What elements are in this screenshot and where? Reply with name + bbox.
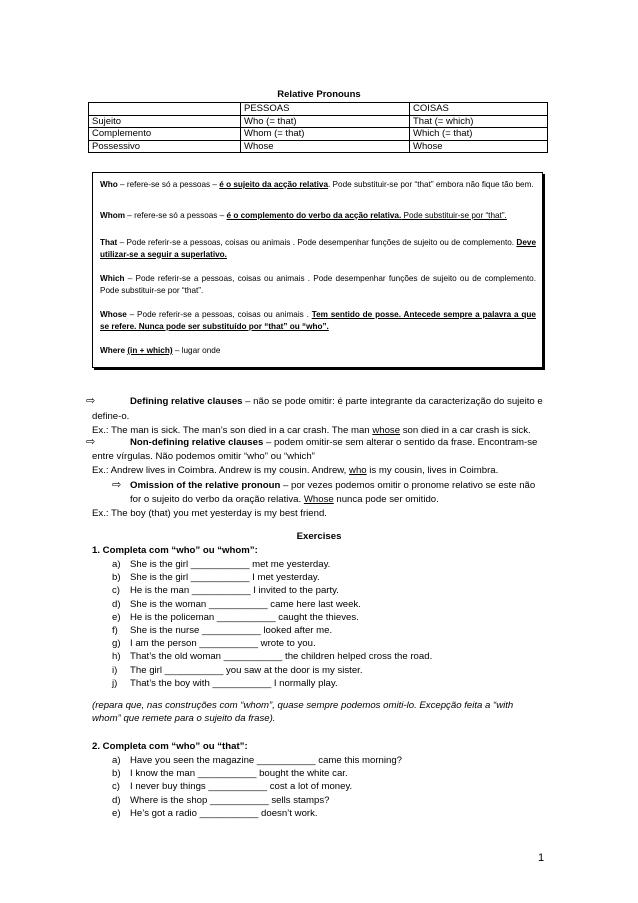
example-text: son died in a car crash is sick.: [400, 425, 531, 436]
definitions-box: [92, 172, 543, 368]
item-label: f): [112, 625, 118, 636]
table-header-pessoas: PESSOAS: [241, 103, 410, 116]
item-text: He’s got a radio ___________ doesn’t work.: [130, 807, 318, 819]
definition-text: – Pode referir-se a pessoas, coisas ou animais . Pode desempenhar funções de sujeito ou de complemento. Pode substituir-se por “that”.: [100, 274, 536, 295]
list-item: [112, 572, 532, 584]
example-text: Ex.: Andrew lives in Coimbra. Andrew is my cousin. Andrew,: [92, 465, 350, 476]
definition-emphasis: (in + which): [127, 346, 173, 355]
list-item: [112, 781, 532, 793]
definition-text: – Pode referir-se a pessoas, coisas ou animais . Pode desempenhar funções de sujeito ou de complemento.: [117, 238, 517, 247]
nondefining-text: – podem omitir-se sem alterar o sentido da frase. Encontram-se: [263, 437, 538, 448]
omission-emphasis: Whose: [303, 494, 334, 505]
item-label: g): [112, 638, 121, 650]
table-row: [89, 115, 548, 128]
table-header-coisas: COISAS: [410, 103, 548, 116]
item-label: i): [112, 664, 118, 676]
table-cell: Who (= that): [241, 115, 410, 128]
whose-definition: [100, 309, 536, 332]
list-item: [112, 755, 532, 767]
omission-text: nunca pode ser omitido.: [333, 494, 439, 505]
term-which: Which: [100, 274, 125, 283]
defining-text: – não se pode omitir: é parte integrante da caracterização do sujeito e: [242, 396, 543, 407]
note-line: whom” que remete para o sujeito da frase).: [92, 713, 276, 724]
table-row: [89, 128, 548, 141]
list-item: [112, 625, 532, 637]
nondefining-title: Non-defining relative clauses: [130, 437, 264, 448]
list-item: [112, 665, 532, 677]
item-label: a): [112, 559, 121, 570]
item-label: d): [112, 598, 121, 610]
item-text: She is the girl ___________ I met yesterday.: [130, 572, 320, 584]
item-label: e): [112, 611, 121, 623]
arrow-icon: ⇨: [86, 395, 96, 407]
term-that: That: [100, 238, 118, 247]
table-cell: Possessivo: [89, 140, 241, 153]
where-definition: [100, 345, 536, 357]
definition-text: Pode substituir-se por “that”.: [401, 211, 507, 220]
table-cell: Whose: [241, 140, 410, 153]
nondefining-clause-line: [130, 437, 537, 449]
arrow-icon: ⇨: [112, 479, 122, 491]
item-text: Have you seen the magazine ___________ came this morning?: [130, 755, 403, 766]
list-item: [112, 599, 532, 611]
list-item: [112, 651, 532, 663]
item-text: She is the woman ___________ came here last week.: [130, 598, 361, 610]
defining-title: Defining relative clauses: [130, 396, 243, 407]
omission-line: [130, 480, 535, 492]
example-text: Ex.: The man is sick. The man’s son died in a car crash. The man: [92, 425, 373, 436]
defining-clause-line: [130, 396, 543, 408]
item-label: c): [112, 585, 120, 597]
definition-text: – Pode referir-se a pessoas, coisas ou animais .: [126, 310, 312, 319]
omission-example: Ex.: The boy (that) you met yesterday is my best friend.: [92, 508, 327, 519]
item-label: a): [112, 755, 121, 766]
exercise-1-title: 1. Completa com “who” ou “whom”:: [92, 545, 258, 556]
definition-emphasis: Deve utilizar-se a seguir a superlativo.: [100, 238, 536, 259]
item-text: She is the nurse ___________ looked after me.: [130, 625, 333, 636]
example-text: is my cousin, lives in Coimbra.: [366, 465, 499, 476]
table-cell: Which (= that): [410, 128, 548, 141]
table-cell: Sujeito: [89, 115, 241, 128]
omission-title: Omission of the relative pronoun: [130, 480, 281, 491]
list-item: [112, 612, 532, 624]
nondefining-cont: entre vírgulas. Não podemos omitir “who” ou “which”: [92, 451, 315, 462]
table-cell: Whom (= that): [241, 128, 410, 141]
item-label: j): [112, 677, 118, 689]
item-label: b): [112, 768, 121, 780]
example-emphasis: who: [349, 465, 367, 476]
exercise-2-title: 2. Completa com “who” ou “that”:: [92, 741, 248, 752]
item-label: e): [112, 807, 121, 819]
exercises-heading: Exercises: [296, 531, 342, 542]
page-number: 1: [538, 852, 545, 864]
item-text: He is the policeman ___________ caught the thieves.: [130, 611, 359, 623]
definition-text: – refere-se só a pessoas –: [125, 211, 227, 220]
definition-text: – refere-se só a pessoas –: [117, 180, 220, 189]
table-cell: [89, 103, 241, 116]
nondefining-example: [92, 465, 498, 477]
item-text: She is the girl ___________ met me yesterday.: [130, 559, 331, 570]
example-emphasis: whose: [372, 425, 401, 436]
item-text: I know the man ___________ bought the white car.: [130, 768, 348, 780]
that-definition: [100, 237, 536, 260]
definition-emphasis: Tem sentido de posse. Antecede sempre a palavra a que se refere. Nunca pode ser substituído por “that” ou “who”.: [100, 310, 536, 331]
list-item: [112, 808, 532, 820]
item-text: I am the person ___________ wrote to you.: [130, 638, 316, 650]
pronoun-table: [88, 102, 548, 153]
term-whom: Whom: [100, 211, 126, 220]
item-text: He is the man ___________ I invited to the party.: [130, 585, 339, 597]
definition-emphasis: é o sujeito da acção relativa: [219, 180, 328, 189]
table-cell: That (= which): [410, 115, 548, 128]
item-label: h): [112, 651, 121, 663]
defining-cont: define-o.: [92, 411, 130, 422]
item-label: d): [112, 794, 121, 806]
note-line: (repara que, nas construções com “whom”, quase sempre podemos omiti-lo. Excepção feita a “with: [92, 700, 514, 711]
table-header-row: [89, 103, 548, 116]
list-item: [112, 559, 532, 571]
item-text: That’s the boy with ___________ I normally play.: [130, 677, 338, 689]
definition-emphasis: é o complemento do verbo da acção relativa.: [226, 211, 402, 220]
item-text: I never buy things ___________ cost a lot of money.: [130, 781, 353, 793]
item-text: Where is the shop ___________ sells stamps?: [130, 794, 330, 806]
list-item: [112, 795, 532, 807]
definition-text: . Pode substituir-se por “that” embora não fique tão bem.: [328, 180, 534, 189]
who-definition: [100, 179, 536, 191]
item-label: c): [112, 781, 120, 793]
term-who: Who: [100, 180, 118, 189]
arrow-icon: ⇨: [86, 436, 96, 448]
item-label: b): [112, 572, 121, 584]
item-text: The girl ___________ you saw at the door is my sister.: [130, 664, 363, 676]
list-item: [112, 585, 532, 597]
table-cell: Complemento: [89, 128, 241, 141]
term-where: Where: [100, 346, 126, 355]
list-item: [112, 638, 532, 650]
page-title: Relative Pronouns: [277, 89, 361, 100]
omission-text: – por vezes podemos omitir o pronome relativo se este não: [280, 480, 536, 491]
omission-text: for o sujeito do verbo da oração relativa.: [130, 494, 304, 505]
omission-cont: [130, 494, 439, 506]
table-row: [89, 140, 548, 153]
whom-definition: [100, 210, 536, 222]
table-cell: Whose: [410, 140, 548, 153]
term-whose: Whose: [100, 310, 127, 319]
item-text: That’s the old woman ___________ the children helped cross the road.: [130, 651, 433, 663]
list-item: [112, 768, 532, 780]
defining-example: [92, 425, 531, 437]
which-definition: [100, 273, 536, 296]
exercise-note: [92, 699, 537, 725]
definition-text: – lugar onde: [172, 346, 221, 355]
list-item: [112, 678, 532, 690]
